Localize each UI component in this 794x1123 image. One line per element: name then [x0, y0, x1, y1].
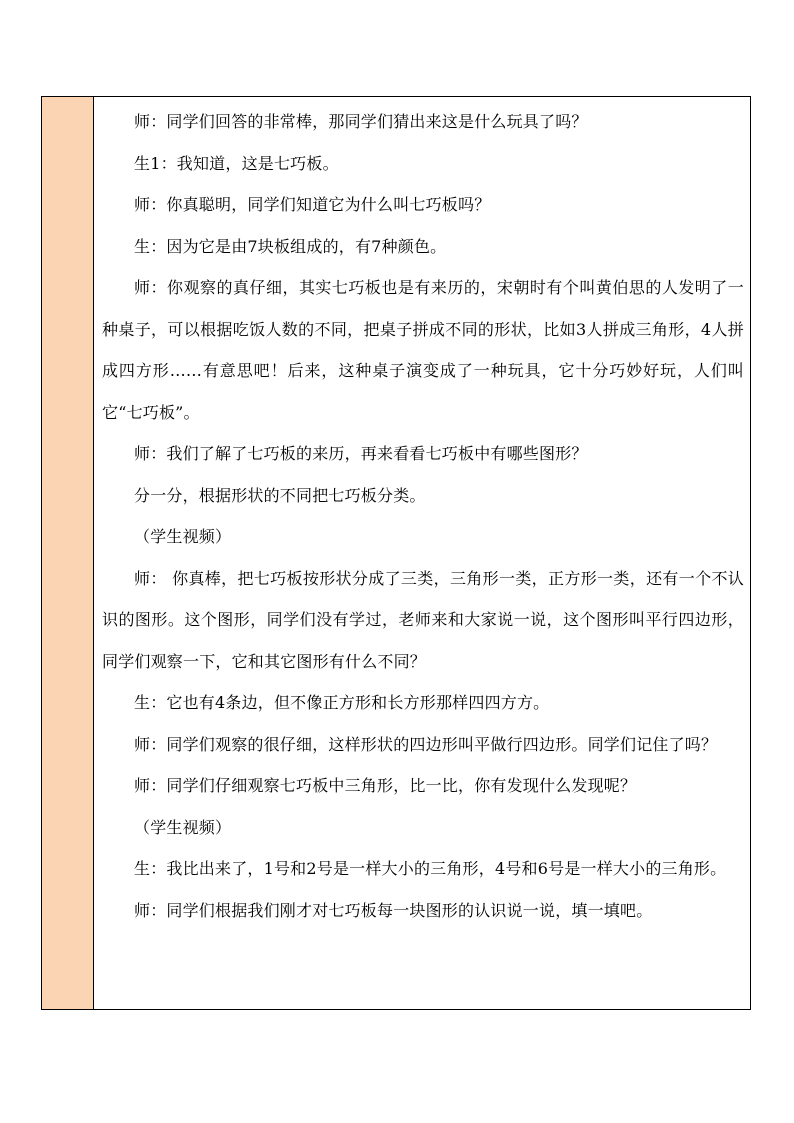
paragraph: 师：同学们观察的很仔细，这样形状的四边形叫平做行四边形。同学们记住了吗？	[134, 734, 718, 754]
paragraph: 师：同学们根据我们刚才对七巧板每一块图形的认识说一说，填一填吧。	[134, 900, 653, 920]
paragraph: （学生视频）	[134, 527, 232, 546]
paragraph: （学生视频）	[134, 817, 232, 837]
paragraph: 生：我比出来了，1号和2号是一样大小的三角形，4号和6号是一样大小的三角形。	[134, 859, 727, 878]
lesson-table	[41, 96, 751, 1010]
paragraph: 分一分，根据形状的不同把七巧板分类。	[134, 485, 426, 505]
paragraph: 师：我们了解了七巧板的来历，再来看看七巧板中有哪些图形？	[134, 444, 588, 463]
paragraph: 师：你观察的真仔细，其实七巧板也是有来历的，宋朝时有个叫黄伯思的人发明了一种桌子，可以根据吃饭人数的不同，把桌子拼成不同的形状，比如3人拼成三角形，4人拼成四方形……有意思吧！后来，这种桌子演变成了一种玩具，它十分巧妙好玩，人们叫它“七巧板”。	[102, 278, 744, 422]
content-column	[94, 97, 750, 1009]
paragraph: 师：你真聪明，同学们知道它为什么叫七巧板吗？	[134, 195, 491, 214]
paragraph: 生：它也有4条边，但不像正方形和长方形那样四四方方。	[134, 693, 550, 712]
paragraph: 师：同学们仔细观察七巧板中三角形，比一比，你有发现什么发现呢？	[134, 776, 637, 795]
paragraph: 师：同学们回答的非常棒，那同学们猜出来这是什么玩具了吗？	[134, 112, 588, 131]
paragraph: 师： 你真棒，把七巧板按形状分成了三类，三角形一类，正方形一类，还有一个不认识的图形。这个图形，同学们没有学过，老师来和大家说一说，这个图形叫平行四边形，同学们观察一下，它和其它图形有什么不同？	[102, 568, 744, 671]
side-column	[42, 97, 94, 1009]
paragraph: 生1：我知道，这是七巧板。	[134, 153, 339, 173]
paragraph: 生：因为它是由7块板组成的，有7种颜色。	[134, 236, 447, 256]
